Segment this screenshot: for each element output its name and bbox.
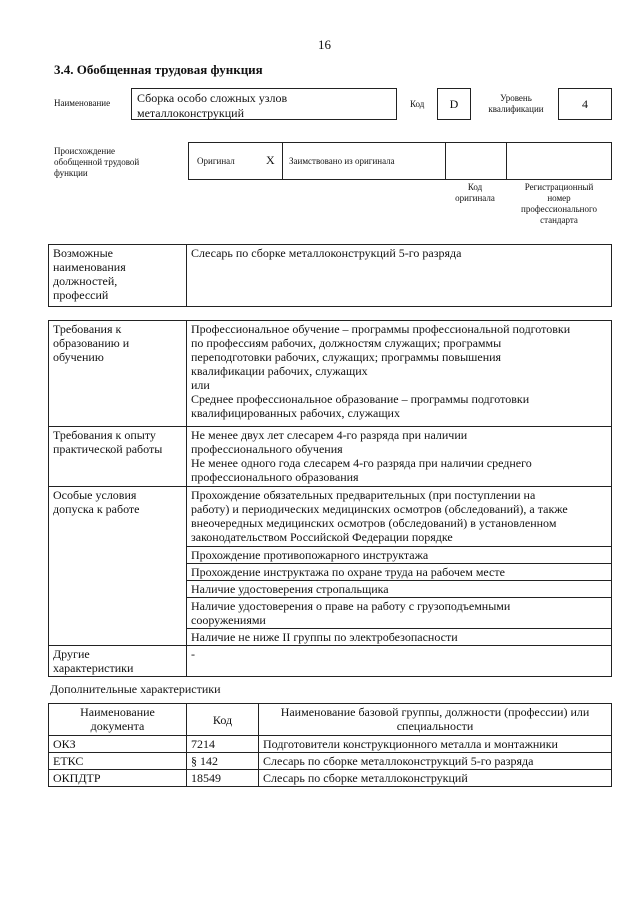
table-row — [49, 770, 612, 787]
code-label: Код — [410, 99, 425, 109]
level-value: 4 — [558, 88, 612, 120]
level-label-line2: квалификации — [488, 104, 544, 114]
experience-line: Не менее двух лет слесарем 4-го разряда при наличии — [191, 428, 468, 442]
row-name: Слесарь по сборке металлоконструкций — [259, 770, 612, 787]
education-line: переподготовки рабочих, служащих; программы повышения — [191, 350, 502, 364]
col-name-header-line: специальности — [396, 719, 474, 733]
table-row — [49, 736, 612, 753]
additional-table — [48, 703, 612, 787]
row-name: Слесарь по сборке металлоконструкций 5-го разряда — [259, 753, 612, 770]
condition-fire: Прохождение противопожарного инструктажа — [187, 547, 612, 564]
origin-table — [188, 142, 612, 180]
experience-line: профессионального обучения — [191, 442, 343, 456]
education-line: квалификации рабочих, служащих — [191, 364, 368, 378]
condition-slinger: Наличие удостоверения стропальщика — [187, 581, 612, 598]
conditions-label — [49, 487, 187, 646]
experience-label-line: практической работы — [53, 442, 163, 456]
row-code: 7214 — [187, 736, 259, 753]
code-original-line2: оригинала — [455, 193, 495, 203]
origin-label — [54, 146, 139, 179]
name-value-box — [131, 88, 397, 120]
code-original-caption — [445, 182, 505, 204]
row-name: Подготовители конструкционного металла и монтажники — [259, 736, 612, 753]
conditions-label-line: Особые условия — [53, 488, 137, 502]
origin-divider-1 — [282, 143, 283, 179]
other-value: - — [187, 646, 612, 677]
origin-label-line3: функции — [54, 168, 88, 178]
education-line: или — [191, 378, 210, 392]
condition-medical — [187, 487, 612, 547]
origin-label-line2: обобщенной трудовой — [54, 157, 140, 167]
education-line: квалифицированных рабочих, служащих — [191, 406, 400, 420]
condition-medical-line: Прохождение обязательных предварительных (при поступлении на — [191, 488, 536, 502]
reg-line1: Регистрационный — [524, 182, 594, 192]
condition-medical-line: законодательством Российской Федерации порядке — [191, 530, 453, 544]
education-label-line: обучению — [53, 350, 104, 364]
positions-label-line: должностей, — [53, 274, 118, 288]
section-title: 3.4. Обобщенная трудовая функция — [54, 62, 263, 77]
education-value — [187, 321, 612, 427]
condition-medical-line: внеочередных медицинских осмотров (обследований) в установленном — [191, 516, 557, 530]
condition-lift-line: Наличие удостоверения о праве на работу с грузоподъемными — [191, 599, 511, 613]
education-line: Профессиональное обучение – программы профессиональной подготовки — [191, 322, 571, 336]
original-mark: X — [266, 153, 275, 167]
condition-lift-line: сооружениями — [191, 613, 266, 627]
other-label — [49, 646, 187, 677]
reg-number-caption — [506, 182, 612, 226]
education-line: по профессиям рабочих, должностям служащих; программы — [191, 336, 502, 350]
education-label — [49, 321, 187, 427]
col-doc-header-line: документа — [90, 719, 145, 733]
name-value-line1: Сборка особо сложных узлов — [137, 91, 288, 105]
code-value: D — [437, 88, 471, 120]
row-doc: ОКПДТР — [49, 770, 187, 787]
row-code: 18549 — [187, 770, 259, 787]
col-doc-header — [49, 704, 187, 736]
reg-line4: стандарта — [540, 215, 578, 225]
col-code-header: Код — [187, 704, 259, 736]
conditions-label-line: допуска к работе — [53, 502, 140, 516]
condition-lift — [187, 598, 612, 629]
origin-divider-3 — [506, 143, 507, 179]
col-name-header-line: Наименование базовой группы, должности (профессии) или — [280, 705, 590, 719]
positions-label-line: профессий — [53, 288, 109, 302]
level-label — [480, 93, 552, 115]
condition-medical-line: работу) и периодических медицинских осмотров (обследований), а также — [191, 502, 568, 516]
positions-label-line: Возможные — [53, 246, 113, 260]
col-doc-header-line: Наименование — [80, 705, 155, 719]
education-label-line: Требования к — [53, 322, 122, 336]
positions-table — [48, 244, 612, 307]
col-name-header — [259, 704, 612, 736]
row-code: § 142 — [187, 753, 259, 770]
experience-label — [49, 427, 187, 487]
original-label: Оригинал — [197, 156, 235, 166]
experience-line: Не менее одного года слесарем 4-го разряда при наличии среднего — [191, 456, 532, 470]
row-doc: ЕТКС — [49, 753, 187, 770]
education-line: Среднее профессиональное образование – программы подготовки — [191, 392, 530, 406]
experience-label-line: Требования к опыту — [53, 428, 156, 442]
level-label-line1: Уровень — [500, 93, 532, 103]
table-row — [49, 753, 612, 770]
experience-line: профессионального образования — [191, 470, 359, 484]
condition-electric: Наличие не ниже II группы по электробезопасности — [187, 629, 612, 646]
additional-title: Дополнительные характеристики — [50, 682, 221, 696]
positions-label — [49, 245, 187, 307]
origin-divider-2 — [445, 143, 446, 179]
name-value-line2: металлоконструкций — [137, 106, 245, 120]
row-doc: ОКЗ — [49, 736, 187, 753]
code-original-line1: Код — [467, 182, 483, 192]
page-number: 16 — [318, 37, 331, 52]
education-label-line: образованию и — [53, 336, 130, 350]
reg-line2: номер — [547, 193, 571, 203]
positions-label-line: наименования — [53, 260, 126, 274]
name-label: Наименование — [54, 98, 111, 108]
reg-line3: профессионального — [521, 204, 597, 214]
borrowed-label: Заимствовано из оригинала — [289, 156, 395, 166]
positions-value: Слесарь по сборке металлоконструкций 5-го разряда — [187, 245, 612, 307]
experience-value — [187, 427, 612, 487]
other-label-line: Другие — [53, 647, 90, 661]
condition-safety: Прохождение инструктажа по охране труда на рабочем месте — [187, 564, 612, 581]
origin-label-line1: Происхождение — [54, 146, 116, 156]
other-label-line: характеристики — [53, 661, 134, 675]
requirements-table — [48, 320, 612, 677]
